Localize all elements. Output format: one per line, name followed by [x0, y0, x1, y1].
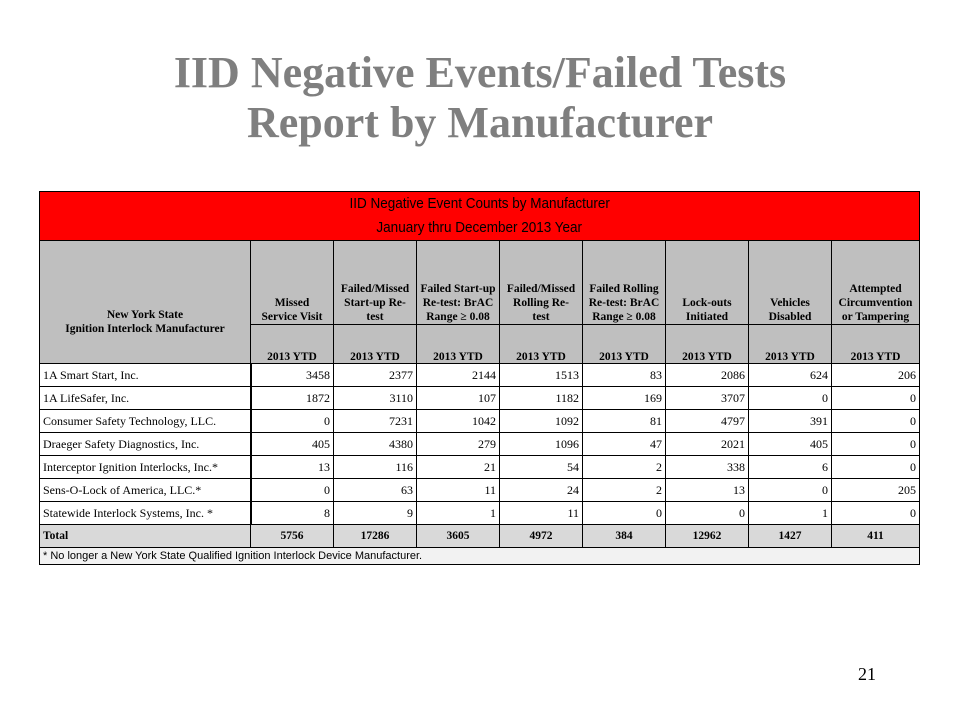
- table-cell: 0: [832, 433, 920, 456]
- table-cell: 4380: [334, 433, 417, 456]
- table-cell: 24: [500, 479, 583, 502]
- table-cell: 0: [666, 502, 749, 525]
- table-row: [40, 456, 920, 479]
- table-cell: 1092: [500, 410, 583, 433]
- table-cell: 405: [749, 433, 832, 456]
- column-header-2: [417, 241, 500, 325]
- table-cell: 1: [417, 502, 500, 525]
- table-cell: 405: [251, 433, 334, 456]
- table-row: [40, 410, 920, 433]
- table-cell: 2: [583, 456, 666, 479]
- table-cell: 6: [749, 456, 832, 479]
- column-header-line3: Service Visit: [261, 310, 323, 323]
- banner-row-2: [40, 216, 920, 241]
- manufacturer-column-header: [40, 241, 251, 364]
- table-cell: 279: [417, 433, 500, 456]
- column-header-line2: Circumvention: [838, 296, 913, 309]
- period-label: 2013 YTD: [500, 324, 583, 363]
- total-cell: 17286: [334, 525, 417, 548]
- manufacturer-name: Consumer Safety Technology, LLC.: [40, 410, 251, 433]
- table-row: [40, 502, 920, 525]
- table-cell: 0: [832, 456, 920, 479]
- column-header-line3: test: [532, 310, 550, 323]
- table-cell: 169: [583, 387, 666, 410]
- table-cell: 3110: [334, 387, 417, 410]
- footnote: * No longer a New York State Qualified Ignition Interlock Device Manufacturer.: [40, 548, 920, 565]
- column-header-5: [666, 241, 749, 325]
- page-number: 21: [858, 664, 876, 684]
- column-header-line1: Failed Start-up: [420, 282, 496, 295]
- table-cell: 0: [749, 387, 832, 410]
- period-label: 2013 YTD: [666, 324, 749, 363]
- table-row: [40, 479, 920, 502]
- column-header-line2: Missed: [274, 296, 310, 309]
- column-header-row: [40, 241, 920, 325]
- total-cell: 3605: [417, 525, 500, 548]
- manufacturer-name: Interceptor Ignition Interlocks, Inc.*: [40, 456, 251, 479]
- total-cell: 384: [583, 525, 666, 548]
- manufacturer-name: Statewide Interlock Systems, Inc. *: [40, 502, 251, 525]
- banner-title: IID Negative Event Counts by Manufacturer: [40, 192, 920, 217]
- column-header-line3: Range ≥ 0.08: [592, 310, 656, 323]
- table-cell: 1513: [500, 364, 583, 387]
- column-header-line1: [752, 282, 828, 296]
- table-cell: 116: [334, 456, 417, 479]
- column-header-line1: [254, 282, 330, 296]
- column-header-line3: Disabled: [768, 310, 812, 323]
- total-cell: 5756: [251, 525, 334, 548]
- table-cell: 206: [832, 364, 920, 387]
- period-label: 2013 YTD: [251, 324, 334, 363]
- manufacturer-header-line2: Ignition Interlock Manufacturer: [65, 323, 225, 335]
- table-cell: 2021: [666, 433, 749, 456]
- manufacturer-name: Draeger Safety Diagnostics, Inc.: [40, 433, 251, 456]
- slide-title: [0, 48, 960, 148]
- table-cell: 2086: [666, 364, 749, 387]
- column-header-7: [832, 241, 920, 325]
- total-label: Total: [40, 525, 251, 548]
- table-cell: 81: [583, 410, 666, 433]
- table-cell: 1872: [251, 387, 334, 410]
- column-header-line2: Start-up Re-: [344, 296, 406, 309]
- column-header-line2: Rolling Re-: [513, 296, 569, 309]
- column-header-line1: Failed Rolling: [589, 282, 659, 295]
- column-header-line1: Failed/Missed: [506, 282, 576, 295]
- table-cell: 13: [666, 479, 749, 502]
- total-cell: 1427: [749, 525, 832, 548]
- table-cell: 9: [334, 502, 417, 525]
- total-cell: 411: [832, 525, 920, 548]
- slide-title-line2: Report by Manufacturer: [247, 98, 713, 147]
- table-cell: 2377: [334, 364, 417, 387]
- column-header-0: [251, 241, 334, 325]
- period-label: 2013 YTD: [832, 324, 920, 363]
- table-cell: 205: [832, 479, 920, 502]
- table-cell: 0: [749, 479, 832, 502]
- column-header-4: [583, 241, 666, 325]
- table-row: [40, 387, 920, 410]
- table-cell: 3458: [251, 364, 334, 387]
- table-cell: 11: [417, 479, 500, 502]
- slide-title-line1: IID Negative Events/Failed Tests: [173, 48, 787, 97]
- column-header-line2: Re-test: BrAC: [422, 296, 494, 309]
- footnote-row: [40, 548, 920, 565]
- column-header-line2: Re-test: BrAC: [588, 296, 660, 309]
- table-cell: 1182: [500, 387, 583, 410]
- table-cell: 2144: [417, 364, 500, 387]
- table-cell: 0: [251, 479, 334, 502]
- manufacturer-name: Sens-O-Lock of America, LLC.*: [40, 479, 251, 502]
- table-cell: 1096: [500, 433, 583, 456]
- table-cell: 0: [832, 410, 920, 433]
- column-header-line3: Range ≥ 0.08: [426, 310, 490, 323]
- table-cell: 3707: [666, 387, 749, 410]
- column-header-line3: test: [366, 310, 384, 323]
- manufacturer-name: 1A Smart Start, Inc.: [40, 364, 251, 387]
- table-cell: 1: [749, 502, 832, 525]
- total-cell: 12962: [666, 525, 749, 548]
- table-cell: 21: [417, 456, 500, 479]
- table-cell: 13: [251, 456, 334, 479]
- total-row: [40, 525, 920, 548]
- table-cell: 0: [832, 387, 920, 410]
- table-cell: 8: [251, 502, 334, 525]
- table-row: [40, 433, 920, 456]
- column-header-line2: Vehicles: [770, 296, 810, 309]
- period-label: 2013 YTD: [583, 324, 666, 363]
- table-cell: 1042: [417, 410, 500, 433]
- column-header-3: [500, 241, 583, 325]
- column-header-6: [749, 241, 832, 325]
- banner-row-1: [40, 192, 920, 217]
- table-cell: 0: [583, 502, 666, 525]
- table-cell: 63: [334, 479, 417, 502]
- column-header-line1: Failed/Missed: [340, 282, 410, 295]
- banner-subtitle: January thru December 2013 Year: [40, 216, 920, 241]
- table-cell: 391: [749, 410, 832, 433]
- table-cell: 2: [583, 479, 666, 502]
- period-label: 2013 YTD: [417, 324, 500, 363]
- table-cell: 338: [666, 456, 749, 479]
- column-header-line1: Attempted: [849, 282, 902, 295]
- column-header-line2: Lock-outs: [682, 296, 732, 309]
- column-header-1: [334, 241, 417, 325]
- table-cell: 7231: [334, 410, 417, 433]
- period-label: 2013 YTD: [749, 324, 832, 363]
- table-cell: 4797: [666, 410, 749, 433]
- table-cell: 11: [500, 502, 583, 525]
- column-header-line1: [669, 282, 745, 296]
- table-cell: 107: [417, 387, 500, 410]
- table-cell: 83: [583, 364, 666, 387]
- report-table-container: [39, 191, 919, 565]
- table-cell: 0: [832, 502, 920, 525]
- report-table: [39, 191, 920, 565]
- table-cell: 0: [251, 410, 334, 433]
- manufacturer-header-line1: New York State: [106, 309, 184, 321]
- table-cell: 54: [500, 456, 583, 479]
- table-row: [40, 364, 920, 387]
- column-header-line3: Initiated: [685, 310, 729, 323]
- manufacturer-name: 1A LifeSafer, Inc.: [40, 387, 251, 410]
- period-label: 2013 YTD: [334, 324, 417, 363]
- column-header-line3: or Tampering: [841, 310, 910, 323]
- table-cell: 624: [749, 364, 832, 387]
- table-cell: 47: [583, 433, 666, 456]
- total-cell: 4972: [500, 525, 583, 548]
